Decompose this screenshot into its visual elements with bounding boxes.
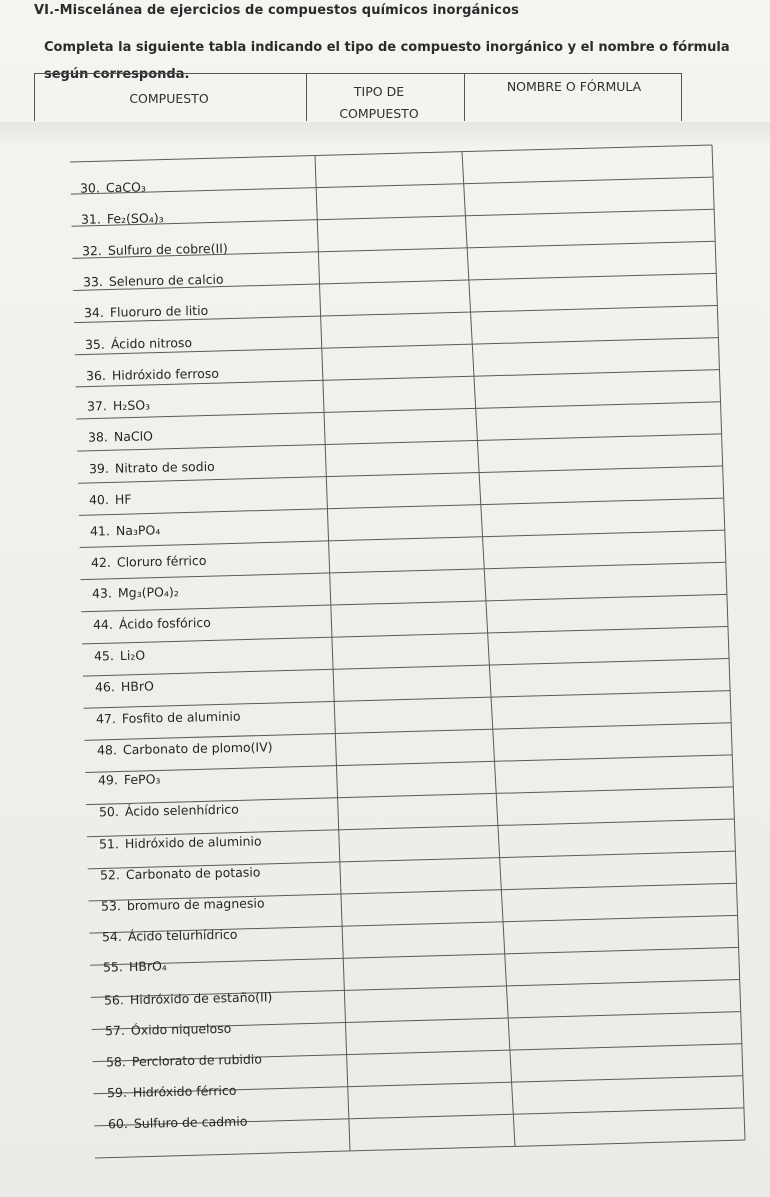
instructions-line-2: según corresponda.: [44, 67, 190, 82]
header-tipo-line-2: COMPUESTO: [339, 106, 419, 121]
column-line: [462, 152, 515, 1147]
row-number: 38.: [87, 429, 108, 445]
row-compound: Nitrato de sodio: [114, 459, 215, 477]
row-compound: Carbonato de potasio: [126, 864, 261, 882]
row-number: 53.: [101, 898, 122, 914]
row-line: [85, 755, 732, 773]
row-number: 60.: [107, 1116, 128, 1132]
table-row: [107, 1114, 247, 1132]
table-row: [103, 959, 167, 975]
row-number: 40.: [89, 491, 110, 507]
table-row: [84, 303, 209, 320]
row-compound: HF: [115, 491, 133, 507]
table-row: [96, 708, 241, 726]
row-line: [84, 691, 730, 709]
row-compound: Fluoruro de litio: [109, 303, 209, 321]
row-compound: Cloruro férrico: [117, 552, 207, 570]
row-line: [85, 723, 732, 741]
row-number: 45.: [93, 647, 115, 663]
table-row: [102, 927, 238, 945]
row-number: 33.: [83, 274, 104, 290]
table-row: [92, 584, 179, 601]
row-number: 46.: [94, 678, 115, 695]
row-number: 30.: [80, 179, 101, 196]
row-compound: Na₃PO₄: [116, 522, 161, 538]
row-compound: Selenuro de calcio: [108, 271, 224, 290]
table-row: [107, 1083, 237, 1100]
row-line: [71, 177, 713, 194]
table-row: [83, 272, 224, 290]
row-number: 41.: [90, 523, 111, 539]
row-number: 51.: [99, 835, 120, 852]
table-row: [100, 864, 261, 882]
table-row: [94, 647, 145, 663]
row-compound: HBrO: [120, 678, 154, 694]
row-compound: Mg₃(PO₄)₂: [117, 584, 180, 601]
row-number: 37.: [86, 398, 107, 414]
row-compound: CaCO₃: [106, 178, 147, 195]
table-row: [91, 553, 207, 570]
instructions-line-1: Completa la siguiente tabla indicando el tipo de compuesto inorgánico y el nombre o fórmula: [44, 40, 730, 55]
row-line: [72, 209, 715, 226]
header-compuesto: COMPUESTO: [129, 91, 209, 106]
column-line: [315, 156, 350, 1151]
row-compound: Hidróxido de estaño(II): [129, 989, 273, 1007]
header-nombre: NOMBRE O FÓRMULA: [506, 79, 642, 94]
table-row: [101, 895, 265, 913]
row-compound: Perclorato de rubidio: [131, 1051, 262, 1070]
row-compound: HBrO₄: [128, 958, 168, 975]
table-row: [80, 179, 146, 195]
row-compound: H₂SO₃: [112, 397, 150, 414]
table-row: [106, 1052, 262, 1070]
row-number: 44.: [92, 617, 114, 633]
row-compound: Ácido fosfórico: [118, 615, 212, 632]
row-compound: FePO₃: [123, 771, 161, 788]
row-number: 49.: [97, 772, 118, 788]
table-row: [99, 833, 262, 851]
row-line: [77, 434, 721, 451]
row-number: 58.: [105, 1054, 126, 1070]
row-number: 52.: [100, 867, 121, 883]
column-line: [712, 145, 745, 1140]
table-row: [89, 491, 132, 507]
row-compound: Óxido niqueloso: [130, 1020, 232, 1038]
row-compound: Ácido selenhídrico: [124, 802, 239, 820]
header-tipo-line-1: TIPO DE: [353, 84, 405, 99]
row-number: 54.: [101, 929, 123, 945]
row-compound: Ácido nitroso: [110, 334, 193, 352]
row-number: 47.: [95, 710, 116, 727]
table-row: [87, 397, 150, 413]
row-compound: Hidróxido de aluminio: [125, 833, 263, 851]
row-compound: NaClO: [113, 428, 153, 445]
table-row: [85, 335, 192, 352]
row-line: [79, 498, 724, 515]
row-number: 39.: [88, 461, 109, 477]
row-compound: Carbonato de plomo(IV): [122, 739, 273, 758]
row-compound: Fosfito de aluminio: [121, 708, 241, 726]
row-compound: Li₂O: [119, 647, 146, 663]
table-row: [95, 678, 154, 694]
row-number: 36.: [85, 367, 106, 384]
row-line: [80, 530, 725, 547]
row-number: 42.: [91, 554, 112, 571]
table-row: [104, 989, 273, 1007]
table-row: [82, 241, 228, 259]
row-compound: bromuro de magnesio: [126, 895, 265, 914]
row-compound: Fe₂(SO₄)₃: [107, 209, 165, 227]
row-compound: Sulfuro de cadmio: [133, 1114, 248, 1132]
row-number: 43.: [92, 585, 113, 601]
row-compound: Sulfuro de cobre(II): [108, 240, 229, 258]
row-compound: Hidróxido férrico: [132, 1082, 237, 1100]
row-number: 32.: [82, 242, 103, 259]
row-line: [95, 1140, 745, 1158]
row-number: 59.: [106, 1085, 127, 1101]
row-compound: Ácido telurhídrico: [127, 926, 238, 945]
row-number: 56.: [103, 991, 124, 1008]
table-row: [97, 772, 160, 788]
row-compound: Hidróxido ferroso: [111, 365, 219, 383]
row-number: 55.: [102, 959, 124, 976]
table-row: [105, 1021, 232, 1038]
row-line: [90, 947, 738, 965]
table-row: [93, 615, 211, 632]
table-row: [81, 210, 164, 227]
table-row: [88, 459, 214, 476]
row-number: 57.: [104, 1022, 125, 1039]
row-number: 50.: [98, 804, 119, 820]
table-row: [90, 522, 161, 538]
row-number: 34.: [83, 305, 105, 321]
row-number: 35.: [84, 336, 105, 352]
row-line: [76, 402, 720, 419]
row-line: [70, 145, 712, 162]
row-line: [83, 659, 729, 677]
row-number: 48.: [96, 742, 117, 758]
table-row: [88, 429, 153, 445]
table-row: [86, 365, 219, 383]
row-number: 31.: [81, 211, 102, 227]
section-heading: VI.-Miscelánea de ejercicios de compuestos químicos inorgánicos: [34, 3, 519, 18]
